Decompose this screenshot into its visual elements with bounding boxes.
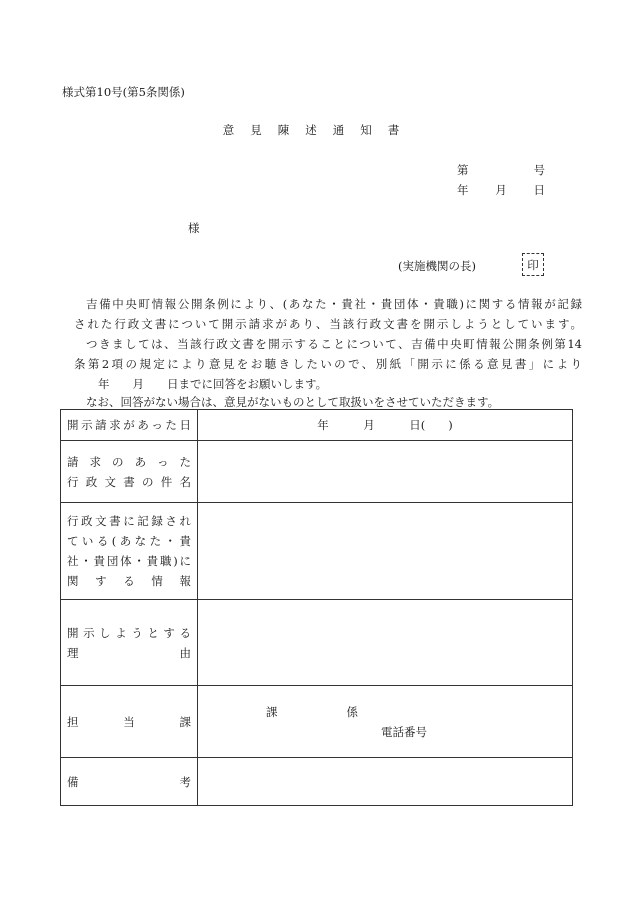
recorded-info-field[interactable] bbox=[198, 503, 573, 600]
request-date-value: 年 月 日( ) bbox=[317, 418, 453, 432]
body-line: 条第2項の規定により意見をお聴きしたいので、別紙「開示に係る意見書」により bbox=[74, 357, 582, 371]
department-field[interactable] bbox=[198, 686, 573, 758]
body-line: された行政文書について開示請求があり、当該行政文書を開示しようとしています。 bbox=[74, 317, 582, 331]
section-label: 課 bbox=[266, 705, 278, 719]
subsection-label: 係 bbox=[346, 705, 358, 719]
table-row bbox=[61, 686, 573, 758]
request-date-field[interactable] bbox=[198, 410, 573, 441]
addressee-suffix: 様 bbox=[188, 221, 200, 235]
number-prefix: 第 bbox=[457, 163, 469, 177]
date-year: 年 bbox=[457, 183, 469, 197]
issue-date bbox=[457, 182, 545, 198]
label-department: 担当課 bbox=[61, 686, 198, 758]
label-remarks: 備考 bbox=[61, 758, 198, 806]
body-text bbox=[62, 294, 582, 394]
document-title-field[interactable] bbox=[198, 441, 573, 503]
date-day: 日 bbox=[533, 183, 545, 197]
phone-label: 電話番号 bbox=[381, 725, 427, 739]
date-month: 月 bbox=[495, 183, 507, 197]
label-request-date: 開示請求があった日 bbox=[61, 410, 198, 441]
disclosure-reason-field[interactable] bbox=[198, 600, 573, 686]
document-title: 意見陳述通知書 bbox=[222, 123, 416, 137]
form-label: 様式第10号(第5条関係) bbox=[62, 85, 185, 99]
document-number bbox=[457, 162, 545, 178]
label-document-title: 請求のあった 行政文書の件名 bbox=[61, 441, 198, 503]
agency-head: (実施機関の長) bbox=[398, 259, 476, 273]
label-disclosure-reason: 開示しようとする 理由 bbox=[61, 600, 198, 686]
body-line: 吉備中央町情報公開条例により、(あなた・貴社・貴団体・貴職)に関する情報が記録 bbox=[86, 297, 582, 311]
body-line: 年 月 日までに回答をお願いします。 bbox=[98, 377, 328, 391]
table-row bbox=[61, 410, 573, 441]
body-line: つきましては、当該行政文書を開示することについて、吉備中央町情報公開条例第14 bbox=[86, 337, 582, 351]
seal-stamp: 印 bbox=[522, 253, 544, 276]
label-recorded-info: 行政文書に記録され ている(あなた・貴 社・貴団体・貴職)に 関する情報 bbox=[61, 503, 198, 600]
table-row bbox=[61, 758, 573, 806]
remarks-field[interactable] bbox=[198, 758, 573, 806]
note-line: なお、回答がない場合は、意見がないものとして取扱いをさせていただきます。 bbox=[86, 395, 500, 409]
number-suffix: 号 bbox=[533, 163, 545, 177]
form-table bbox=[60, 409, 573, 806]
table-row bbox=[61, 441, 573, 503]
table-row bbox=[61, 503, 573, 600]
table-row bbox=[61, 600, 573, 686]
